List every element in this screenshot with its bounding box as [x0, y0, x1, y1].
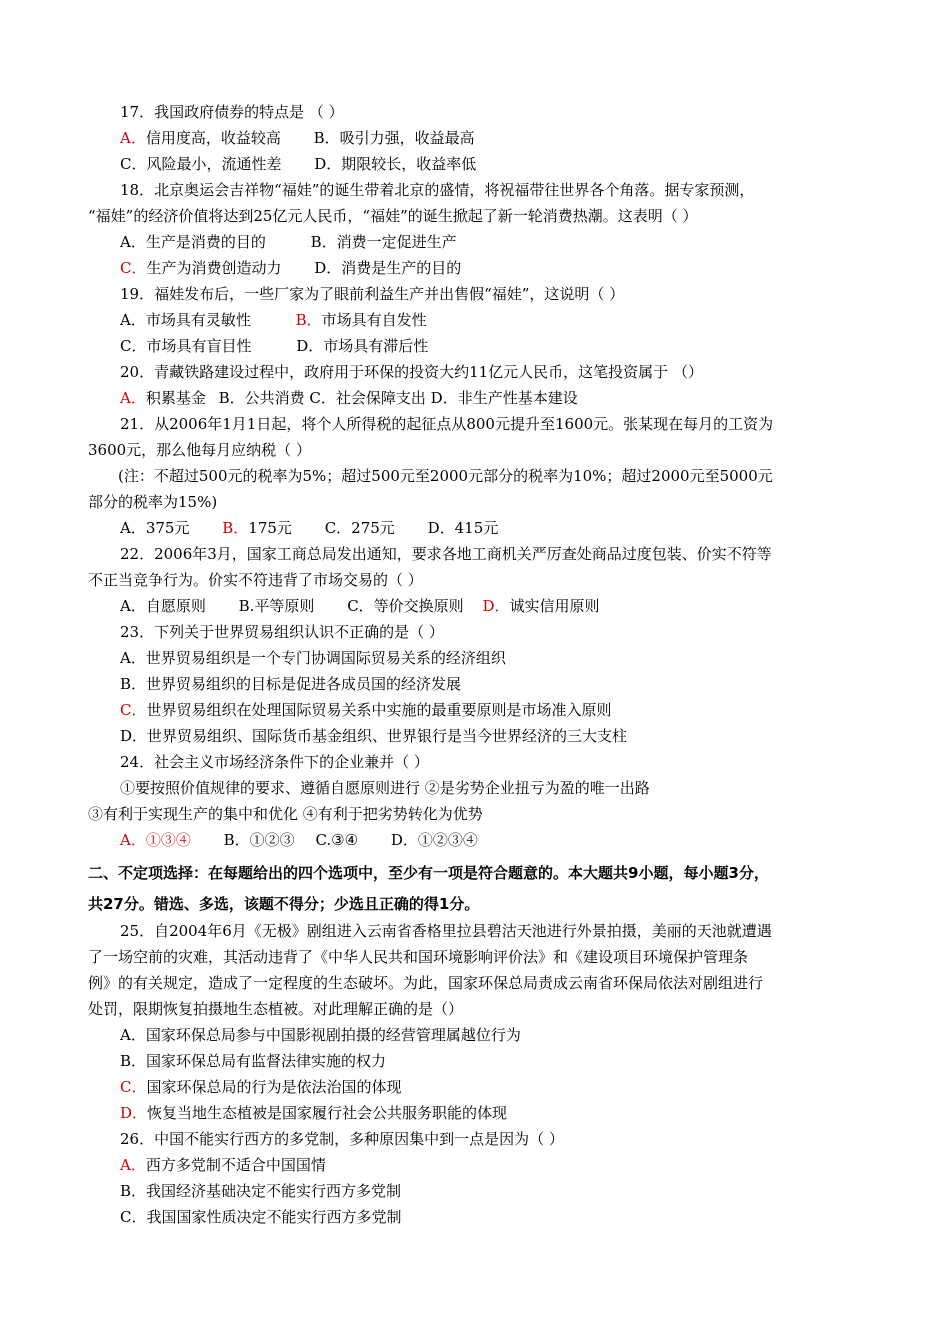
q19-option-b: 市场具有自发性 — [321, 311, 427, 329]
q25-stem-4: 处罚，限期恢复拍摄地生态植被。对此理解正确的是（） — [88, 1000, 464, 1018]
q24-option-c: C.③④ — [315, 831, 359, 849]
q24-options — [120, 829, 478, 851]
q22-option-a: A．自愿原则 — [120, 597, 206, 615]
q19-b-letter: B． — [295, 311, 322, 329]
q26-option-a-line — [120, 1154, 326, 1176]
q24-items-2: ③有利于实现生产的集中和优化 ④有利于把劣势转化为优势 — [88, 805, 483, 823]
q18-c-letter: C． — [120, 259, 147, 277]
q25-option-c: 国家环保总局的行为是依法治国的体现 — [146, 1078, 402, 1096]
q20-a-letter: A． — [120, 389, 146, 407]
q19-options-cd — [120, 335, 428, 357]
section2-heading-1: 二、不定项选择：在每题给出的四个选项中，至少有一项是符合题意的。本大题共9小题，每小题3分， — [88, 864, 769, 882]
q25-option-d-line — [120, 1102, 507, 1124]
q18-option-a: A．生产是消费的目的 — [120, 233, 266, 251]
q24-a-letter: A． — [120, 831, 146, 849]
q24-option-b: B．①②③ — [223, 831, 295, 849]
q24-stem: 24．社会主义市场经济条件下的企业兼并（ ） — [120, 753, 429, 771]
q20-options-bcd: B．公共消费 C．社会保障支出 D．非生产性基本建设 — [218, 389, 578, 407]
q21-stem-1: 21．从2006年1月1日起，将个人所得税的起征点从800元提升至1600元。张某现在每月的工资为 — [120, 415, 774, 433]
q25-d-letter: D． — [120, 1104, 148, 1122]
q17-option-b: B．吸引力强，收益最高 — [313, 129, 475, 147]
q18-options-cd — [120, 257, 461, 279]
q21-stem-2: 3600元，那么他每月应纳税（ ） — [88, 441, 311, 459]
q23-option-b: B．世界贸易组织的目标是促进各成员国的经济发展 — [120, 675, 462, 693]
q25-option-d: 恢复当地生态植被是国家履行社会公共服务职能的体现 — [147, 1104, 508, 1122]
q22-option-d: 诚实信用原则 — [509, 597, 600, 615]
q25-c-letter: C． — [120, 1078, 147, 1096]
q19-stem: 19．福娃发布后，一些厂家为了眼前利益生产并出售假“福娃”，这说明（ ） — [120, 285, 625, 303]
q25-stem-1: 25．自2004年6月《无极》剧组进入云南省香格里拉县碧沽天池进行外景拍摄，美丽的天池就遭遇 — [120, 922, 772, 940]
q24-option-d: D．①②③④ — [390, 831, 478, 849]
q20-option-a: 积累基金 — [145, 389, 206, 407]
q23-stem: 23．下列关于世界贸易组织认识不正确的是（ ） — [120, 623, 444, 641]
q26-option-b: B．我国经济基础决定不能实行西方多党制 — [120, 1182, 402, 1200]
q20-stem: 20．青藏铁路建设过程中，政府用于环保的投资大约11亿元人民币，这笔投资属于 （） — [120, 363, 703, 381]
q23-option-d: D．世界贸易组织、国际货币基金组织、世界银行是当今世界经济的三大支柱 — [120, 727, 628, 745]
q17-stem: 17．我国政府债券的特点是 （ ） — [120, 103, 344, 121]
q25-stem-3: 例》的有关规定，造成了一定程度的生态破坏。为此，国家环保总局责成云南省环保局依法对剧组进行 — [88, 974, 764, 992]
q18-options-ab — [120, 231, 457, 253]
q21-option-b: 175元 — [248, 519, 292, 537]
q22-option-c: C．等价交换原则 — [347, 597, 464, 615]
q21-option-c: C．275元 — [324, 519, 395, 537]
q19-options-ab — [120, 309, 427, 331]
q25-stem-2: 了一场空前的灾难，其活动违背了《中华人民共和国环境影响评价法》和《建设项目环境保护管理条 — [88, 948, 749, 966]
q18-stem-2: “福娃”的经济价值将达到25亿元人民币，“福娃”的诞生掀起了新一轮消费热潮。这表明（ ） — [88, 207, 698, 225]
q21-note-1: (注：不超过500元的税率为5%；超过500元至2000元部分的税率为10%；超过2000元至5000元 — [118, 467, 773, 485]
q24-items-1: ①要按照价值规律的要求、遵循自愿原则进行 ②是劣势企业扭亏为盈的唯一出路 — [120, 779, 650, 797]
q26-option-a: 西方多党制不适合中国国情 — [145, 1156, 326, 1174]
q19-option-d: D．市场具有滞后性 — [296, 337, 429, 355]
q21-note-2: 部分的税率为15%) — [88, 493, 218, 511]
q25-option-c-line — [120, 1076, 402, 1098]
q17-option-d: D．期限较长，收益率低 — [314, 155, 477, 173]
q18-stem-1: 18．北京奥运会吉祥物“福娃”的诞生带着北京的盛情，将祝福带往世界各个角落。据专家预测， — [120, 181, 755, 199]
q21-option-d: D．415元 — [427, 519, 499, 537]
q25-option-a: A．国家环保总局参与中国影视剧拍摄的经营管理属越位行为 — [120, 1026, 521, 1044]
q21-option-a: A．375元 — [120, 519, 190, 537]
q22-options — [120, 595, 600, 617]
q24-option-a: ①③④ — [145, 831, 191, 849]
q19-option-a: A．市场具有灵敏性 — [120, 311, 251, 329]
q26-option-c: C．我国国家性质决定不能实行西方多党制 — [120, 1208, 402, 1226]
q23-option-c: 世界贸易组织在处理国际贸易关系中实施的最重要原则是市场准入原则 — [146, 701, 612, 719]
q20-options — [120, 387, 578, 409]
q23-option-c-line — [120, 699, 612, 721]
q22-stem-1: 22．2006年3月，国家工商总局发出通知，要求各地工商机关严厉查处商品过度包装、价实不符等 — [120, 545, 772, 563]
q18-option-c: 生产为消费创造动力 — [146, 259, 282, 277]
q19-option-c: C．市场具有盲目性 — [120, 337, 252, 355]
q22-d-letter: D． — [482, 597, 510, 615]
q26-stem: 26．中国不能实行西方的多党制，多种原因集中到一点是因为（ ） — [120, 1130, 564, 1148]
q26-a-letter: A． — [120, 1156, 146, 1174]
q17-options-ab — [120, 127, 475, 149]
q22-stem-2: 不正当竞争行为。价实不符违背了市场交易的（ ） — [88, 571, 423, 589]
q22-option-b: B.平等原则 — [238, 597, 315, 615]
q17-option-c: C．风险最小，流通性差 — [120, 155, 282, 173]
q23-c-letter: C． — [120, 701, 147, 719]
q21-options — [120, 517, 498, 539]
q21-b-letter: B． — [222, 519, 249, 537]
q17-option-a: 信用度高，收益较高 — [145, 129, 281, 147]
q18-option-d: D．消费是生产的目的 — [314, 259, 462, 277]
q23-option-a: A．世界贸易组织是一个专门协调国际贸易关系的经济组织 — [120, 649, 506, 667]
section2-heading-2: 共27分。错选、多选，该题不得分；少选且正确的得1分。 — [88, 895, 480, 913]
q18-option-b: B．消费一定促进生产 — [310, 233, 457, 251]
q17-options-cd — [120, 153, 476, 175]
q17-a-letter: A． — [120, 129, 146, 147]
q25-option-b: B．国家环保总局有监督法律实施的权力 — [120, 1052, 387, 1070]
